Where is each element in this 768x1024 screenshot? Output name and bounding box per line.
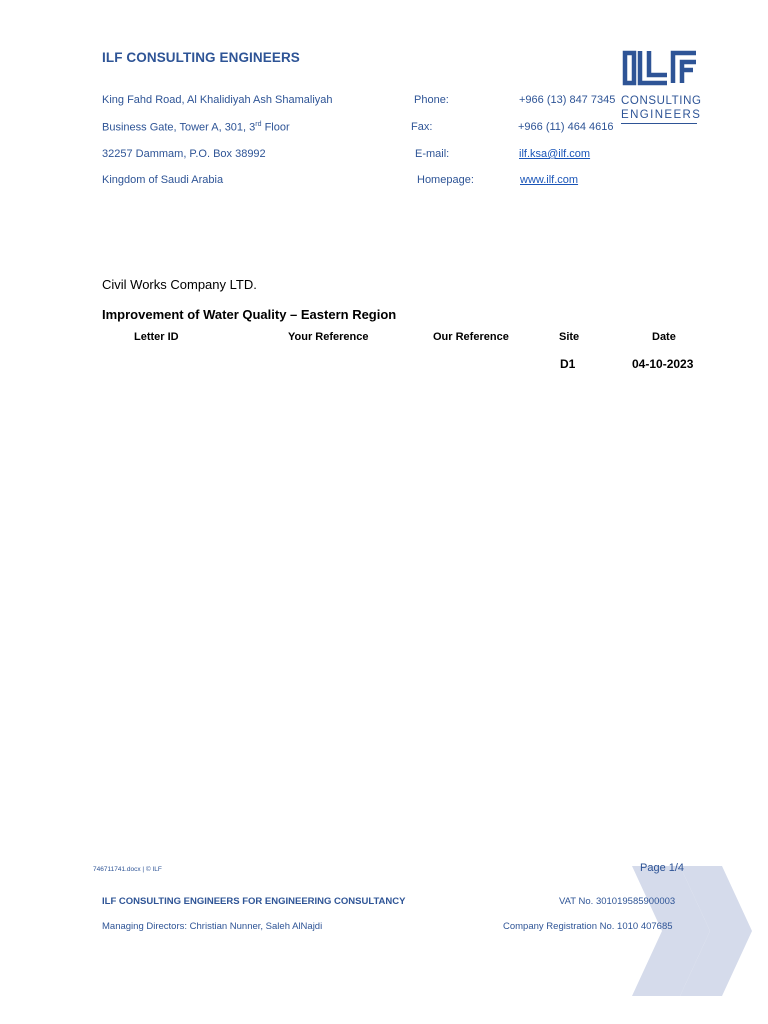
footer-managing-directors: Managing Directors: Christian Nunner, Saleh AlNajdi [102,921,323,932]
address-line-1: King Fahd Road, Al Khalidiyah Ash Shamaliyah [102,94,333,106]
ilf-logo-mark-icon [621,49,699,89]
email-label: E-mail: [415,148,450,160]
fax-label: Fax: [411,121,433,133]
homepage-link[interactable]: www.ilf.com [520,174,579,186]
fax-value: +966 (11) 464 4616 [518,121,614,133]
homepage-label: Homepage: [417,174,474,186]
page-number: Page 1/4 [640,862,685,874]
header-site: Site [559,331,580,343]
address-line-2 [102,121,290,134]
header-date: Date [652,331,676,343]
header-letter-id: Letter ID [134,331,179,343]
logo-text-engineers: ENGINEERS [621,109,697,124]
footer-vat-number: VAT No. 301019585900003 [559,896,676,907]
phone-label: Phone: [414,94,449,106]
recipient-name: Civil Works Company LTD. [102,277,257,292]
address-floor-superscript: rd [255,121,262,128]
email-link[interactable]: ilf.ksa@ilf.com [519,148,591,160]
logo-text-consulting: CONSULTING [621,95,702,107]
address-line-4: Kingdom of Saudi Arabia [102,174,224,186]
phone-value: +966 (13) 847 7345 [519,94,616,106]
address-line-2-text: Business Gate, Tower A, 301, 3 [102,121,256,134]
header-your-reference: Your Reference [288,331,369,343]
address-floor-suffix: Floor [261,121,290,134]
footer-company-line: ILF CONSULTING ENGINEERS FOR ENGINEERING CONSULTANCY [102,896,406,907]
company-name: ILF CONSULTING ENGINEERS [102,50,300,65]
address-line-3: 32257 Dammam, P.O. Box 38992 [102,148,266,160]
header-our-reference: Our Reference [433,331,509,343]
value-date: 04-10-2023 [632,357,694,371]
document-reference: 746711741.docx | © ILF [93,866,162,873]
letter-subject: Improvement of Water Quality – Eastern Region [102,307,397,322]
footer-registration-number: Company Registration No. 1010 407685 [503,921,673,932]
ilf-logo [621,49,701,129]
value-site: D1 [560,357,576,371]
